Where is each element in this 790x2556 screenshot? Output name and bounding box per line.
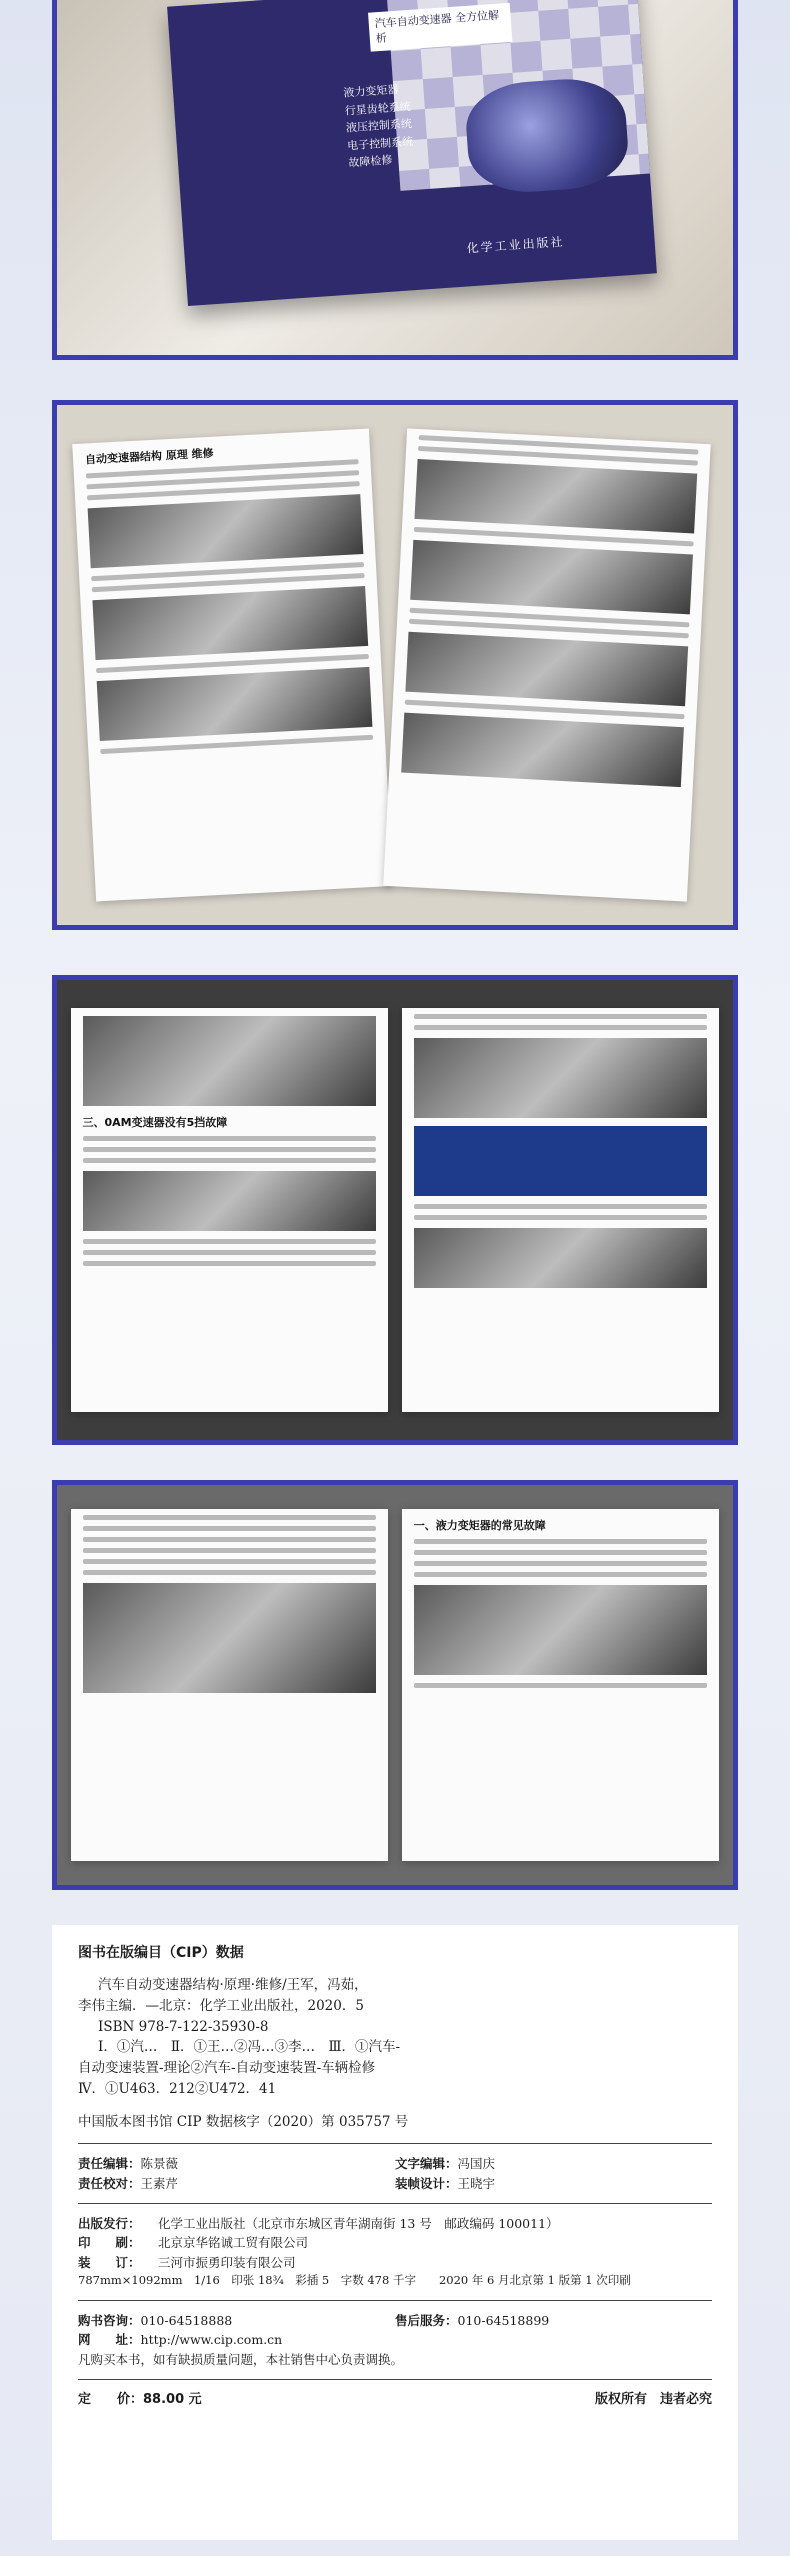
cover-menu-item: 液力变矩器 bbox=[343, 82, 399, 100]
print-value: 北京京华铭诚工贸有限公司 bbox=[158, 2235, 309, 2251]
cover-title: 汽车自动变速器 全方位解析 bbox=[368, 3, 512, 52]
page-heading: 一、液力变矩器的常见故障 bbox=[413, 1519, 546, 1532]
proof-label: 责任校对： bbox=[78, 2175, 141, 2191]
design-label: 装帧设计： bbox=[395, 2175, 458, 2191]
after-sales-label: 售后服务： bbox=[395, 2312, 458, 2328]
isbn: ISBN 978-7-122-35930-8 bbox=[98, 2018, 269, 2035]
inner-spread-photo-2 bbox=[52, 975, 738, 1445]
left-page bbox=[72, 429, 393, 902]
book-spread bbox=[57, 980, 733, 1440]
cover-menu bbox=[343, 80, 415, 172]
page-heading: 自动变速器结构 原理 维修 bbox=[84, 446, 214, 467]
left-page bbox=[71, 1008, 389, 1413]
cover-publisher: 化学工业出版社 bbox=[466, 234, 565, 256]
cover-photo bbox=[52, 0, 738, 360]
divider bbox=[78, 2379, 712, 2380]
book-spread bbox=[57, 1485, 733, 1885]
bind-label: 装 订： bbox=[78, 2254, 141, 2270]
after-sales-phone: 010-64518899 bbox=[457, 2312, 550, 2328]
print-row bbox=[78, 2233, 712, 2252]
editors-row bbox=[78, 2154, 712, 2173]
publish-label: 出版发行： bbox=[78, 2215, 141, 2231]
book-spread bbox=[57, 405, 733, 925]
notice: 凡购买本书，如有缺损质量问题，本社销售中心负责调换。 bbox=[78, 2351, 404, 2367]
website-row bbox=[78, 2330, 712, 2349]
contact-row bbox=[78, 2311, 712, 2330]
gearbox-illustration bbox=[463, 75, 630, 196]
right-page bbox=[383, 429, 711, 902]
bind-row bbox=[78, 2253, 712, 2272]
rights-notice: 版权所有 违者必究 bbox=[594, 2391, 712, 2407]
design-name: 王晓宇 bbox=[457, 2175, 496, 2191]
cip-entry-line: 汽车自动变速器结构·原理·维修/王军，冯茹， bbox=[98, 1976, 368, 1993]
cip-header: 图书在版编目（CIP）数据 bbox=[78, 1945, 244, 1961]
divider bbox=[78, 2300, 712, 2301]
consult-label: 购书咨询： bbox=[78, 2312, 141, 2328]
price-value: 88.00 元 bbox=[143, 2391, 202, 2407]
cip-class-line: Ⅰ．①汽… Ⅱ．①王…②冯…③李… Ⅲ．①汽车- bbox=[98, 2039, 401, 2056]
inner-spread-photo-3 bbox=[52, 1480, 738, 1890]
right-page bbox=[402, 1509, 720, 1861]
divider bbox=[78, 2143, 712, 2144]
cover-menu-item: 液压控制系统 bbox=[345, 117, 413, 135]
book-cover bbox=[167, 0, 657, 306]
cover-menu-item: 行星齿轮系统 bbox=[344, 99, 412, 118]
cip-class-line: Ⅳ．①U463．212②U472．41 bbox=[78, 2081, 277, 2098]
cip-class-line: 自动变速装置-理论②汽车-自动变速装置-车辆检修 bbox=[78, 2060, 376, 2077]
cover-menu-item: 故障检修 bbox=[348, 153, 393, 170]
cip-entry-line: 李伟主编．—北京：化学工业出版社，2020．5 bbox=[78, 1997, 364, 2014]
footer-row bbox=[78, 2390, 712, 2410]
page-heading: 三、0AM变速器没有5挡故障 bbox=[82, 1115, 228, 1129]
cover-menu-item: 电子控制系统 bbox=[346, 134, 414, 153]
cip-number: 中国版本图书馆 CIP 数据核字（2020）第 035757 号 bbox=[78, 2114, 409, 2131]
spec-line: 787mm×1092mm 1/16 印张 18¾ 彩插 5 字数 478 千字 2020 年 6 月北京第 1 版第 1 次印刷 bbox=[78, 2273, 631, 2288]
divider bbox=[78, 2203, 712, 2204]
site-label: 网 址： bbox=[78, 2332, 141, 2348]
site-url: http://www.cip.com.cn bbox=[140, 2332, 283, 2348]
right-page bbox=[402, 1008, 720, 1413]
inner-spread-photo-1 bbox=[52, 400, 738, 930]
proof-name: 王素芹 bbox=[140, 2175, 179, 2191]
editor-label: 责任编辑： bbox=[78, 2156, 141, 2172]
publish-row bbox=[78, 2214, 712, 2233]
editors-row bbox=[78, 2174, 712, 2193]
print-label: 印 刷： bbox=[78, 2235, 141, 2251]
text-editor-name: 冯国庆 bbox=[457, 2156, 496, 2172]
price-label: 定 价： bbox=[78, 2391, 144, 2407]
cip-data-section bbox=[52, 1925, 738, 2540]
left-page bbox=[71, 1509, 389, 1861]
publish-value: 化学工业出版社（北京市东城区青年湖南街 13 号 邮政编码 100011） bbox=[158, 2215, 559, 2231]
consult-phone: 010-64518888 bbox=[140, 2312, 233, 2328]
text-editor-label: 文字编辑： bbox=[395, 2156, 458, 2172]
editor-name: 陈景薇 bbox=[140, 2156, 179, 2172]
bind-value: 三河市振勇印装有限公司 bbox=[158, 2254, 296, 2270]
